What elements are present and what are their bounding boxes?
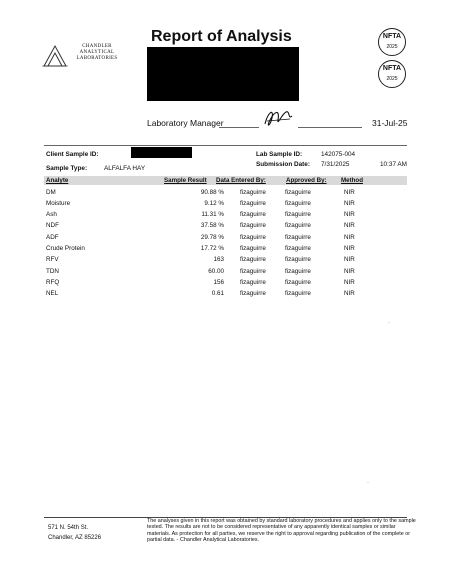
cell-approved-by: fizaguirre — [285, 200, 311, 207]
sample-type-label: Sample Type: — [46, 165, 88, 172]
table-row — [44, 245, 407, 255]
cell-method: NIR — [344, 245, 355, 252]
lab-sample-id-value: 142075-004 — [321, 151, 356, 158]
cell-method: NIR — [344, 189, 355, 196]
cell-approved-by: fizaguirre — [285, 189, 311, 196]
cell-method: NIR — [344, 279, 355, 286]
table-row — [44, 256, 407, 266]
lab-address — [48, 523, 101, 543]
cell-analyte: TDN — [46, 268, 59, 275]
signature-line — [219, 127, 259, 128]
badge-label: NFTA — [382, 33, 402, 40]
address-line-1: 571 N. 54th St. — [48, 525, 89, 531]
logo-line-3: LABORATORIES — [76, 56, 118, 61]
cell-approved-by: fizaguirre — [285, 279, 311, 286]
disclaimer-text: The analyses given in this report was obtained by standard laboratory procedures and applies only to the sample tested. The results are not to be considered representative of any apparently identical samples or similar materials. As protection for all parties, we reserve the right to approval regarding publication of the complete or partial data. - Chandler Analytical Laboratories. — [147, 518, 416, 543]
table-row — [44, 290, 407, 300]
cell-result: 163 — [213, 256, 224, 263]
table-row — [44, 279, 407, 289]
lab-sample-id-label: Lab Sample ID: — [256, 151, 303, 158]
cell-approved-by: fizaguirre — [285, 211, 311, 218]
column-header-method: Method — [341, 177, 363, 184]
cell-entered-by: fizaguirre — [240, 234, 266, 241]
column-header-approved-by: Approved By: — [286, 177, 327, 184]
table-row — [44, 200, 407, 210]
cell-analyte: RFQ — [46, 279, 60, 286]
table-row — [44, 222, 407, 232]
table-row — [44, 189, 407, 199]
cell-entered-by: fizaguirre — [240, 279, 266, 286]
logo-text — [64, 44, 130, 62]
signature-line — [298, 127, 362, 128]
divider — [44, 145, 407, 146]
table-row — [44, 268, 407, 278]
cell-result: 37.58 % — [200, 222, 224, 229]
redaction-block — [147, 47, 299, 101]
cell-approved-by: fizaguirre — [285, 234, 311, 241]
column-header-analyte: Analyte — [46, 177, 69, 184]
cell-analyte: ADF — [46, 234, 59, 241]
cell-result: 60.00 — [208, 268, 224, 275]
company-logo — [42, 44, 132, 72]
cell-approved-by: fizaguirre — [285, 256, 311, 263]
column-header-result: Sample Result — [164, 177, 207, 184]
cell-approved-by: fizaguirre — [285, 268, 311, 275]
cell-approved-by: fizaguirre — [285, 245, 311, 252]
nfta-badge — [378, 28, 406, 56]
report-title: Report of Analysis — [151, 28, 292, 45]
cell-result: 11.31 % — [201, 211, 224, 218]
cell-entered-by: fizaguirre — [240, 256, 266, 263]
cell-entered-by: fizaguirre — [240, 245, 266, 252]
nfta-badge — [378, 60, 406, 88]
badge-year: 2025 — [386, 44, 398, 50]
cell-approved-by: fizaguirre — [285, 290, 311, 297]
cell-method: NIR — [344, 234, 355, 241]
sample-type-value: ALFALFA HAY — [104, 165, 146, 172]
submission-date-value: 7/31/2025 — [321, 161, 350, 168]
cell-method: NIR — [344, 290, 355, 297]
cell-entered-by: fizaguirre — [240, 200, 266, 207]
submission-time-value: 10:37 AM — [380, 161, 408, 168]
cell-analyte: Moisture — [46, 200, 71, 207]
cell-entered-by: fizaguirre — [240, 211, 266, 218]
cell-analyte: NDF — [46, 222, 59, 229]
cell-method: NIR — [344, 256, 355, 263]
cell-result: 90.88 % — [200, 189, 224, 196]
manager-label: Laboratory Manager — [147, 118, 224, 128]
cell-result: 156 — [213, 279, 224, 286]
cell-entered-by: fizaguirre — [240, 268, 266, 275]
cell-entered-by: fizaguirre — [240, 290, 266, 297]
badge-label: NFTA — [382, 65, 402, 72]
table-row — [44, 211, 407, 221]
cell-entered-by: fizaguirre — [240, 222, 266, 229]
cell-result: 17.72 % — [200, 245, 224, 252]
submission-date-label: Submission Date: — [256, 161, 310, 168]
redaction-block — [131, 147, 192, 158]
address-line-2: Chandler, AZ 85226 — [48, 535, 102, 541]
cell-result: 9.12 % — [204, 200, 224, 207]
cell-approved-by: fizaguirre — [285, 222, 311, 229]
client-sample-id-label: Client Sample ID: — [46, 151, 99, 158]
table-header — [44, 176, 407, 185]
scan-mark: · — [367, 480, 369, 486]
column-header-entered-by: Data Entered By: — [216, 177, 266, 184]
cell-result: 29.78 % — [200, 234, 224, 241]
report-date: 31-Jul-25 — [372, 118, 408, 128]
cell-method: NIR — [344, 211, 355, 218]
cell-result: 0.61 — [211, 290, 224, 297]
cell-analyte: NEL — [46, 290, 59, 297]
scan-mark: · — [388, 320, 390, 326]
cell-method: NIR — [344, 222, 355, 229]
cell-analyte: RFV — [46, 256, 59, 263]
badge-year: 2025 — [386, 76, 398, 82]
table-row — [44, 234, 407, 244]
logo-line-2: ANALYTICAL — [79, 50, 115, 55]
cell-method: NIR — [344, 200, 355, 207]
cell-analyte: Ash — [46, 211, 57, 218]
logo-line-1: CHANDLER — [82, 44, 112, 49]
cell-method: NIR — [344, 268, 355, 275]
cell-analyte: DM — [46, 189, 56, 196]
cell-entered-by: fizaguirre — [240, 189, 266, 196]
cell-analyte: Crude Protein — [46, 245, 85, 252]
signature-icon — [262, 106, 296, 130]
